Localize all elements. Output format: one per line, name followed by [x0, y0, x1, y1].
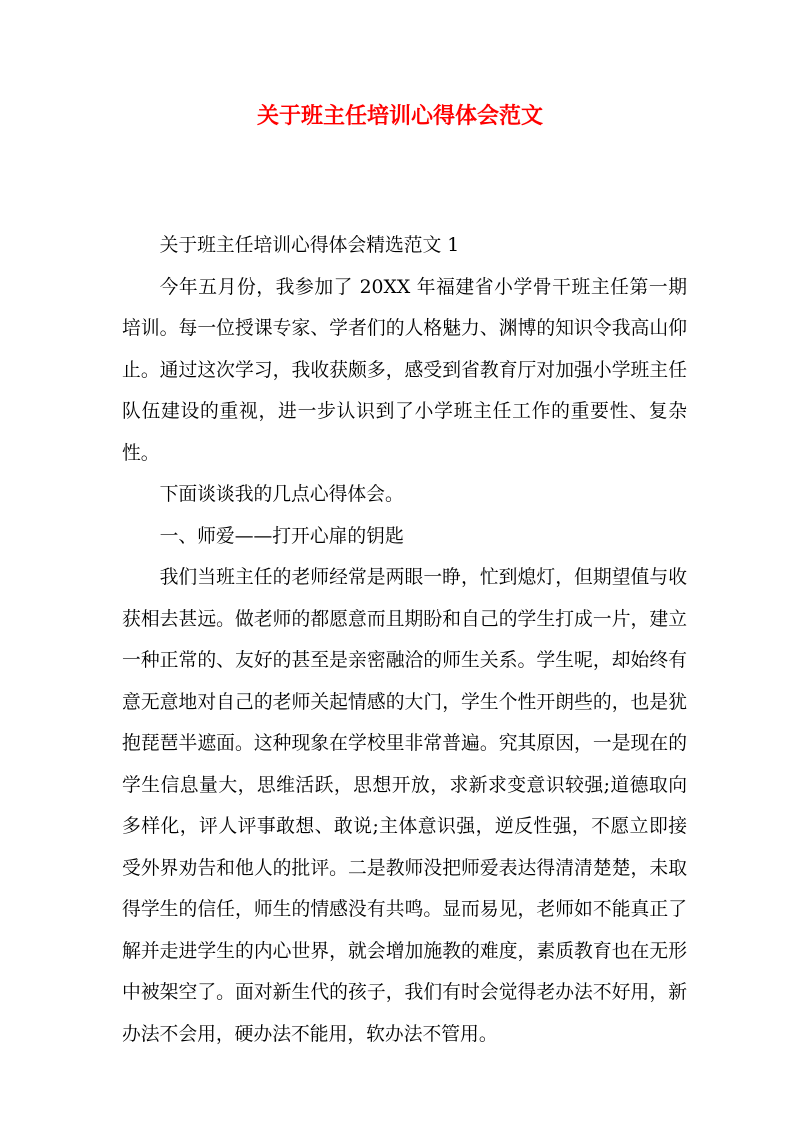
- section-heading-one: 一、师爱——打开心扉的钥匙: [159, 525, 404, 547]
- document-title: 关于班主任培训心得体会范文: [256, 103, 543, 129]
- paragraph-intro: 今年五月份，我参加了 20XX 年福建省小学骨干班主任第一期培训。每一位授课专家、学者们的人格魅力、渊博的知识令我高山仰止。通过这次学习，我收获颇多，感受到省教育厅对加强小学班主任队伍建设的重视，进一步认识到了小学班主任工作的重要性、复杂性。: [122, 276, 687, 464]
- paragraph-transition: 下面谈谈我的几点心得体会。: [159, 484, 404, 505]
- document-body: [122, 225, 687, 1055]
- section-heading: 关于班主任培训心得体会精选范文 1: [159, 235, 460, 256]
- paragraph-body: 我们当班主任的老师经常是两眼一睁，忙到熄灯，但期望值与收获相去甚远。做老师的都愿意而且期盼和自己的学生打成一片，建立一种正常的、友好的甚至是亲密融洽的师生关系。学生呢，却始终有意无意地对自己的老师关起情感的大门，学生个性开朗些的，也是犹抱琵琶半遮面。这种现象在学校里非常普遍。究其原因，一是现在的学生信息量大，思维活跃，思想开放，求新求变意识较强;道德取向多样化，评人评事敢想、敢说;主体意识强，逆反性强，不愿立即接受外界劝告和他人的批评。二是教师没把师爱表达得清清楚楚，未取得学生的信任，师生的情感没有共鸣。显而易见，老师如不能真正了解并走进学生的内心世界，就会增加施教的难度，素质教育也在无形中被架空了。面对新生代的孩子，我们有时会觉得老办法不好用，新办法不会用，硬办法不能用，软办法不管用。: [122, 567, 687, 1045]
